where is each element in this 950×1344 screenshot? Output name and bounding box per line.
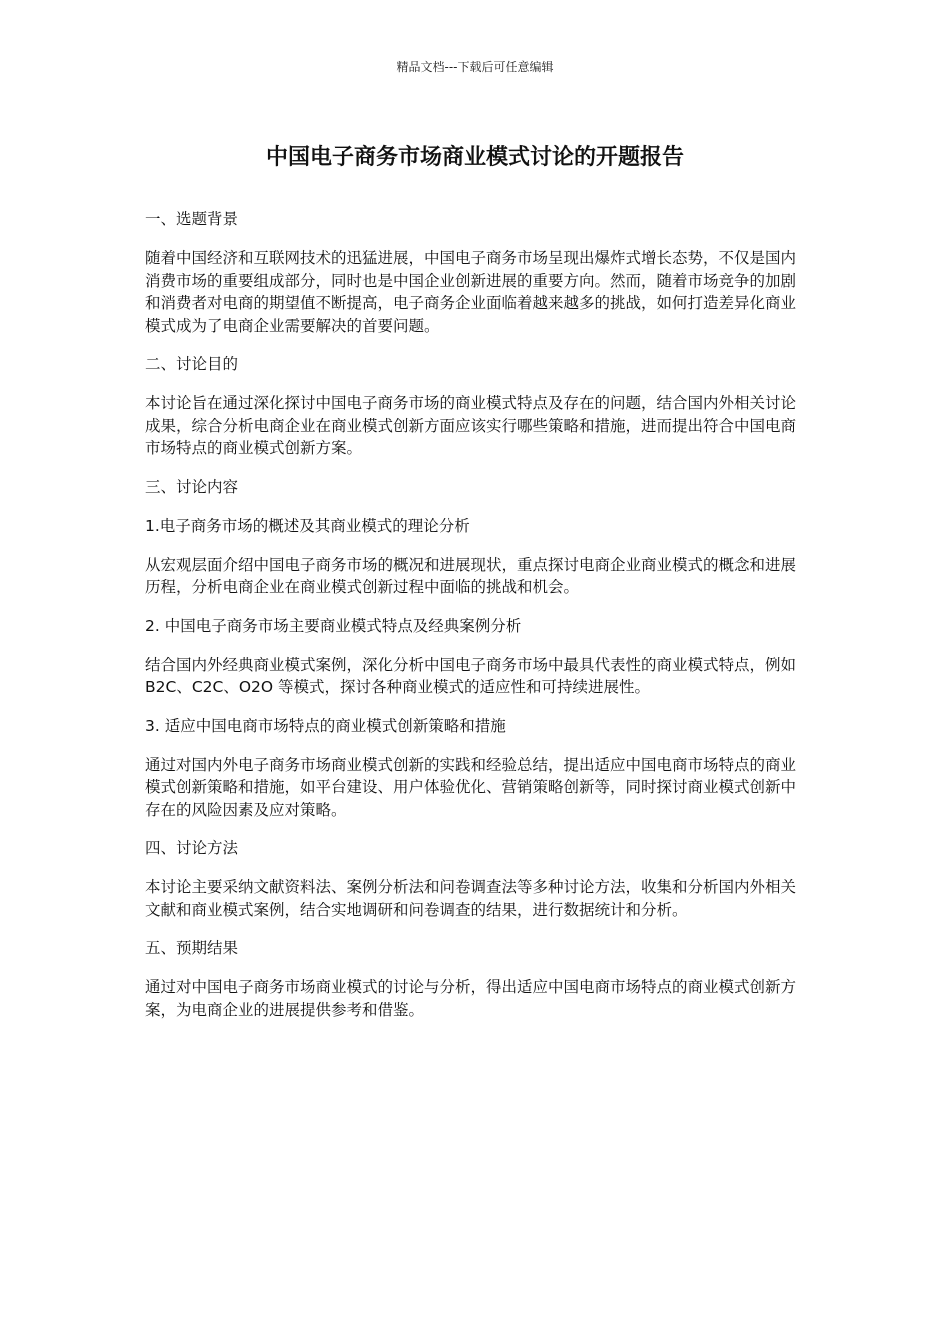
- subsection-heading-3: 3. 适应中国电商市场特点的商业模式创新策略和措施: [145, 716, 506, 735]
- paragraph-method: 本讨论主要采纳文献资料法、案例分析法和问卷调查法等多种讨论方法，收集和分析国内外相关文献和商业模式案例，结合实地调研和问卷调查的结果，进行数据统计和分析。: [145, 878, 797, 919]
- section-heading-method: 四、讨论方法: [145, 839, 239, 857]
- paragraph-background: 随着中国经济和互联网技术的迅猛进展，中国电子商务市场呈现出爆炸式增长态势，不仅是国内消费市场的重要组成部分，同时也是中国企业创新进展的重要方向。然而，随着市场竞争的加剧和消费者对电商的期望值不断提高，电子商务企业面临着越来越多的挑战，如何打造差异化商业模式成为了电商企业需要解决的首要问题。: [145, 249, 797, 335]
- paragraph-subsection-2: 结合国内外经典商业模式案例，深化分析中国电子商务市场中最具代表性的商业模式特点，例如 B2C、C2C、O2O 等模式，探讨各种商业模式的适应性和可持续进展性。: [145, 655, 797, 696]
- section-heading-background: 一、选题背景: [145, 210, 239, 228]
- section-heading-purpose: 二、讨论目的: [145, 355, 239, 373]
- paragraph-subsection-3: 通过对国内外电子商务市场商业模式创新的实践和经验总结，提出适应中国电商市场特点的商业模式创新策略和措施，如平台建设、用户体验优化、营销策略创新等，同时探讨商业模式创新中存在的风险因素及应对策略。: [145, 755, 797, 819]
- document-title: 中国电子商务市场商业模式讨论的开题报告: [265, 145, 684, 170]
- document-body: [145, 208, 810, 1037]
- section-heading-content: 三、讨论内容: [145, 477, 239, 496]
- subsection-heading-2: 2. 中国电子商务市场主要商业模式特点及经典案例分析: [145, 616, 522, 635]
- paragraph-subsection-1: 从宏观层面介绍中国电子商务市场的概况和进展现状，重点探讨电商企业商业模式的概念和进展历程，分析电商企业在商业模式创新过程中面临的挑战和机会。: [145, 555, 797, 596]
- header-note: 精品文档---下载后可任意编辑: [396, 60, 554, 74]
- section-heading-results: 五、预期结果: [145, 939, 239, 957]
- paragraph-purpose: 本讨论旨在通过深化探讨中国电子商务市场的商业模式特点及存在的问题，结合国内外相关讨论成果，综合分析电商企业在商业模式创新方面应该实行哪些策略和措施，进而提出符合中国电商市场特点的商业模式创新方案。: [145, 394, 797, 457]
- paragraph-results: 通过对中国电子商务市场商业模式的讨论与分析，得出适应中国电商市场特点的商业模式创新方案，为电商企业的进展提供参考和借鉴。: [145, 978, 797, 1019]
- subsection-heading-1: 1.电子商务市场的概述及其商业模式的理论分析: [145, 516, 470, 535]
